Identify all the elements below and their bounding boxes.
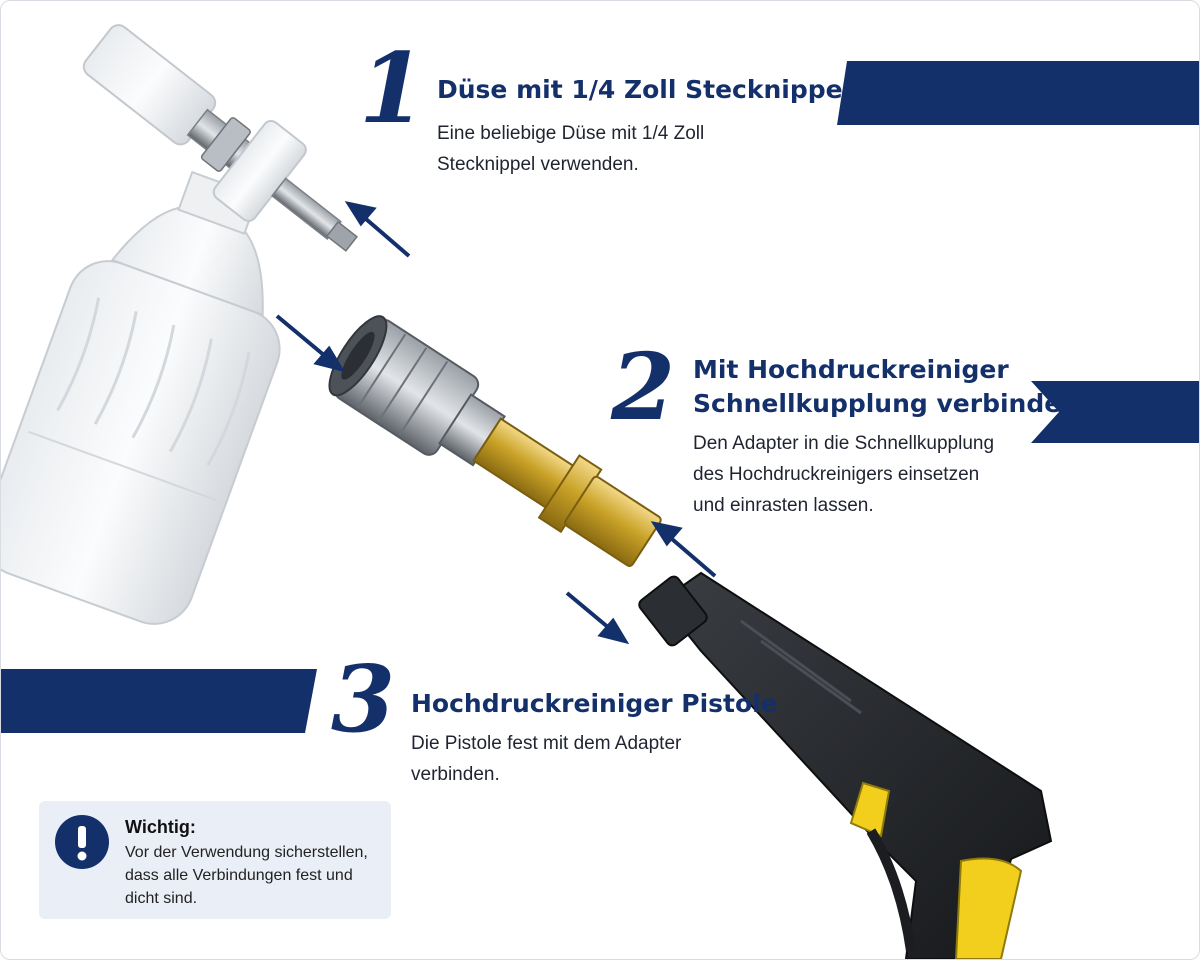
step-1-title: Düse mit 1/4 Zoll Stecknippel [437,75,852,104]
step-3-banner [1,669,317,733]
spray-gun [637,573,1051,959]
foam-bottle [1,146,328,635]
step-3-description-line: verbinden. [411,764,500,785]
note-title: Wichtig: [125,817,196,837]
note-line: Vor der Verwendung sicherstellen, [125,844,368,861]
step-1-banner [837,61,1200,125]
step-2-title [693,353,1079,421]
step-2-description-line: und einrasten lassen. [693,495,874,516]
step-2-title-line: Schnellkupplung verbinden [693,389,1079,418]
exclamation-icon [55,815,109,869]
step-2-description [693,428,994,521]
step-1-number: 1 [359,32,426,145]
step-2-number: 2 [611,333,676,441]
step-2-title-line: Mit Hochdruckreiniger [693,355,1009,384]
step-3-description-line: Die Pistole fest mit dem Adapter [411,733,682,754]
arrow-gun-to-adapter [655,524,715,576]
important-note [39,801,391,919]
step-2-description-line: Den Adapter in die Schnellkupplung [693,433,995,454]
step-3-title: Hochdruckreiniger Pistole [411,689,778,718]
step-3-description [411,728,681,790]
note-line: dass alle Verbindungen fest und [125,867,353,884]
step-1-description [437,118,704,180]
step-2-description-line: des Hochdruckreinigers einsetzen [693,464,980,485]
arrow-adapter-to-gun [567,593,625,641]
arrow-adapter-to-nozzle [349,204,409,256]
step-3-number: 3 [331,645,396,753]
note-text [125,841,385,910]
step-1-description-line: Stecknippel verwenden. [437,154,639,175]
arrow-bottle-to-adapter [277,316,341,369]
note-line: dicht sind. [125,890,198,907]
step-1-description-line: Eine beliebige Düse mit 1/4 Zoll [437,123,705,144]
